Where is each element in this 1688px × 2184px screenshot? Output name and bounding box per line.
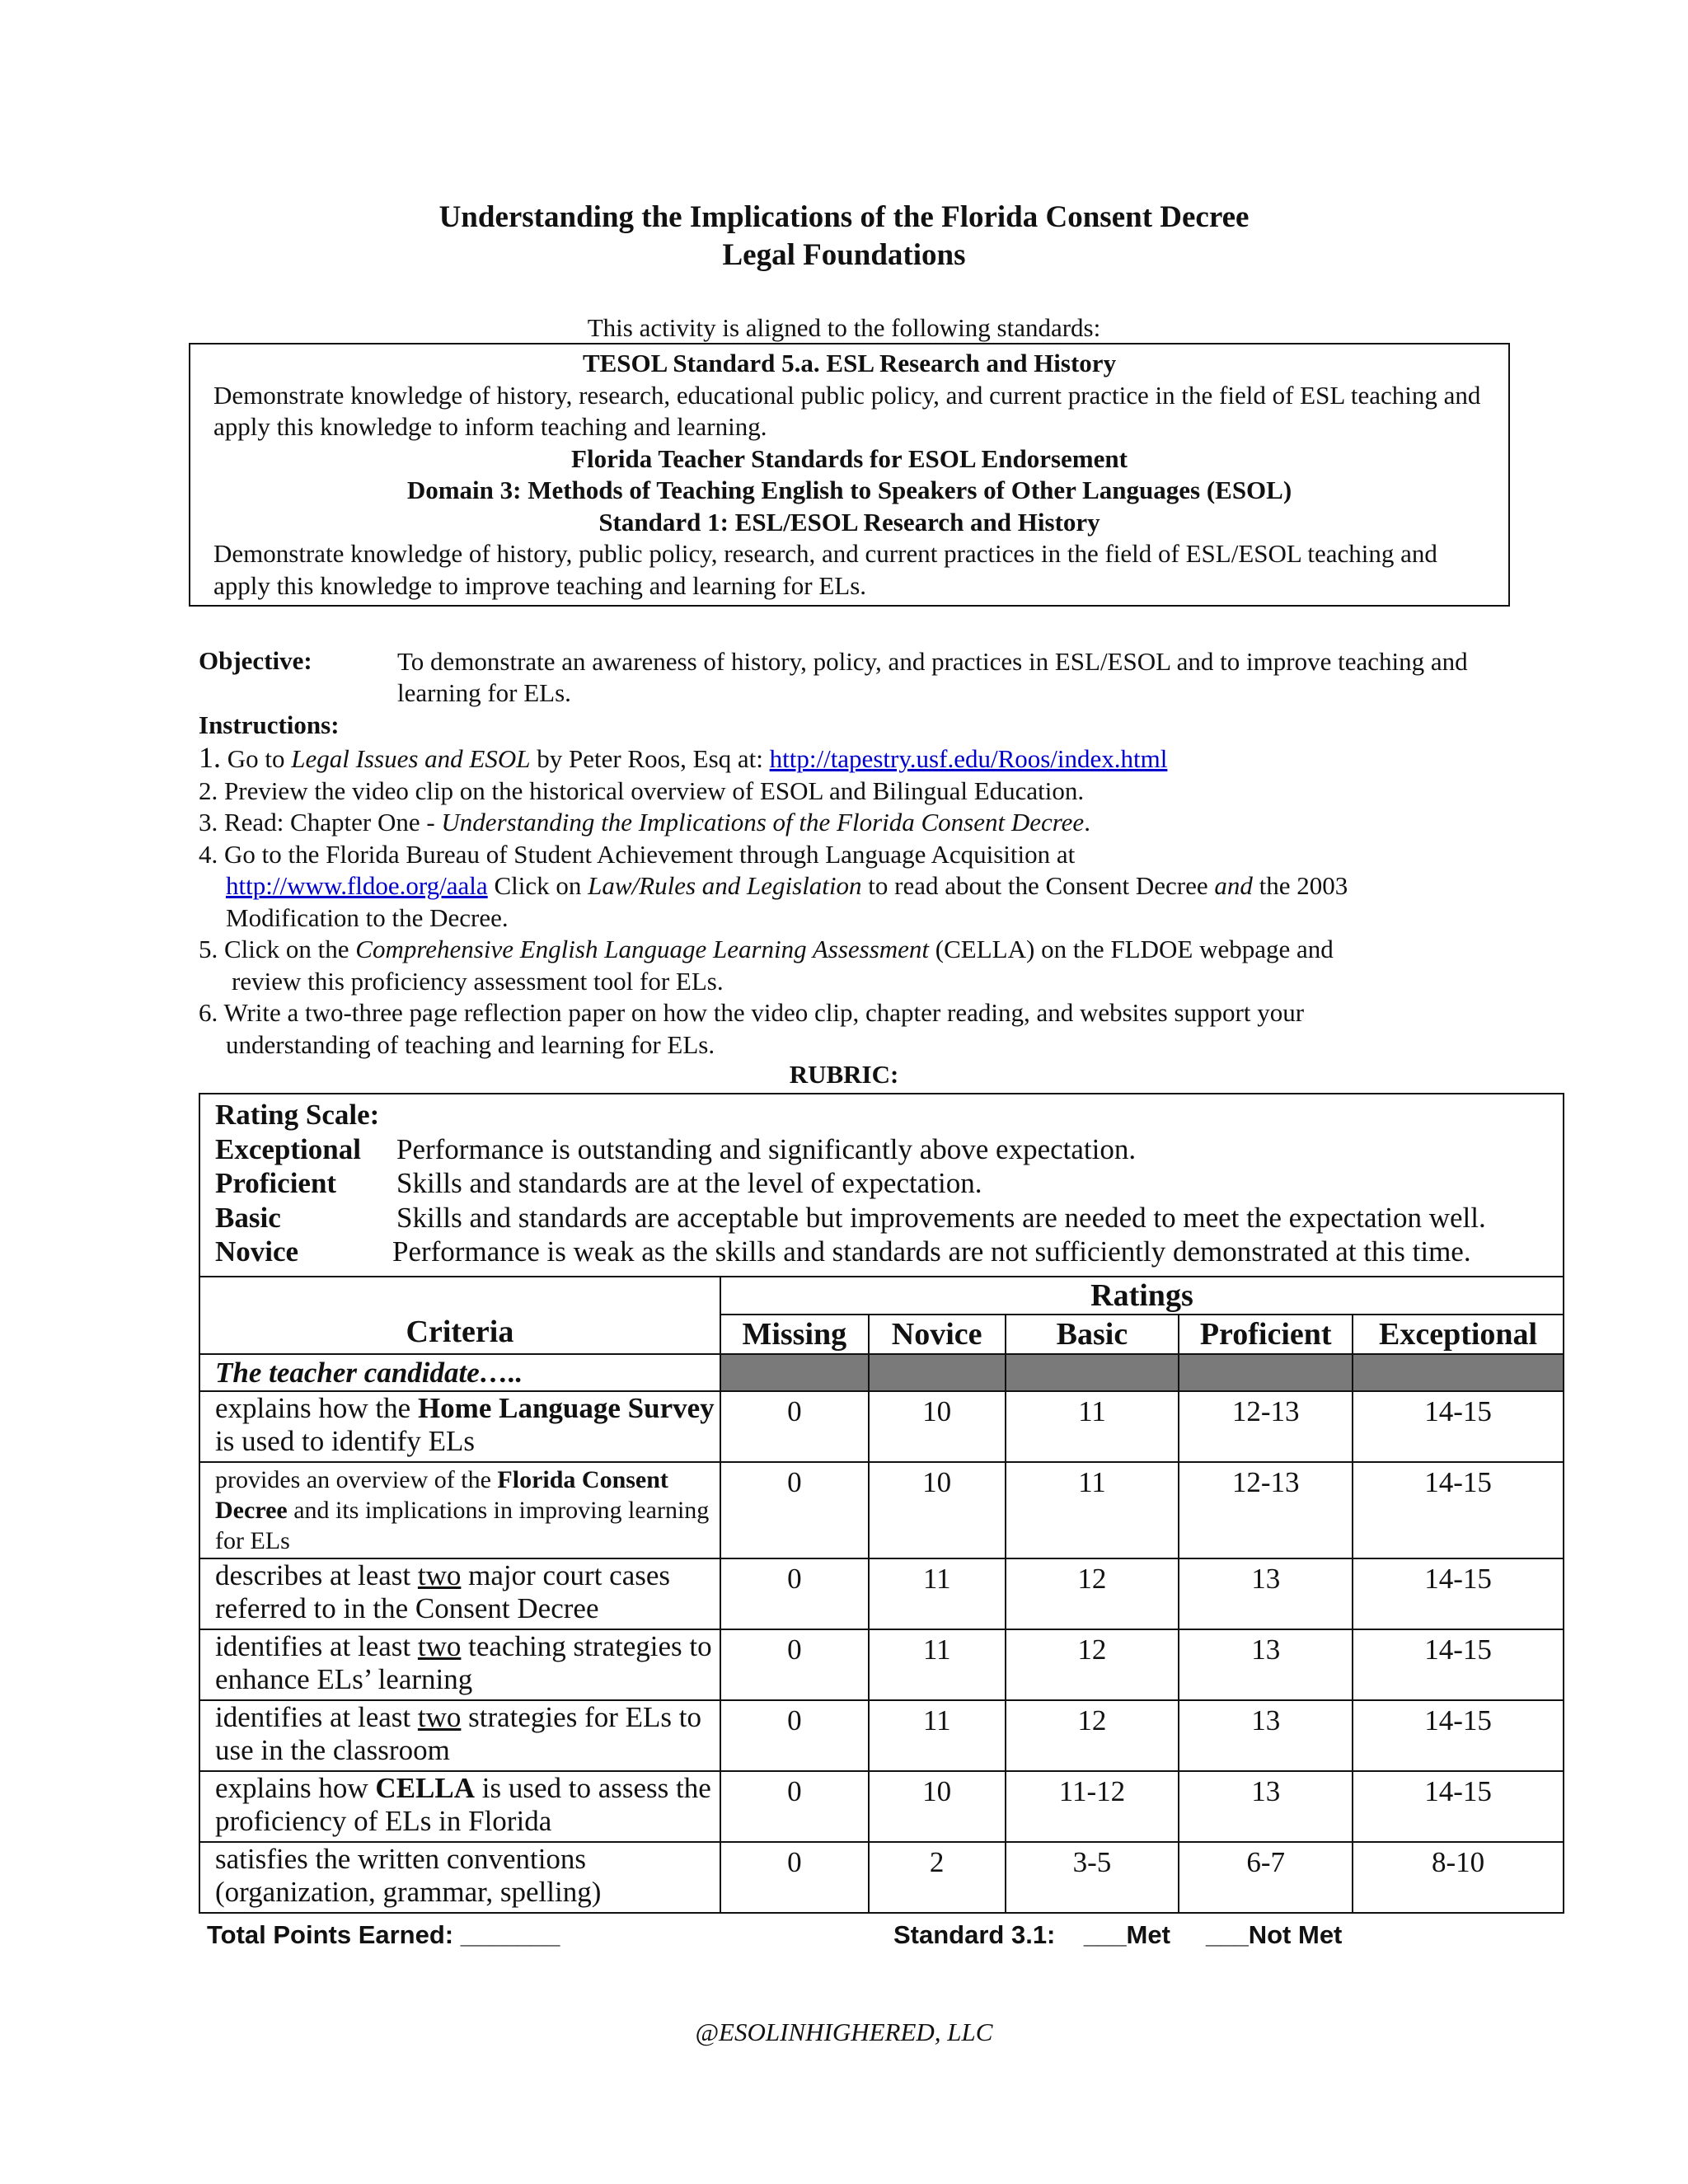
instruction-step-4-end: Modification to the Decree. <box>226 902 509 932</box>
rating-scale-heading: Rating Scale: <box>215 1099 380 1131</box>
score-novice: 10 <box>869 1391 1006 1462</box>
criterion-cell: explains how CELLA is used to assess the proficiency of ELs in Florida <box>199 1771 720 1842</box>
instruction-step-3: 3. Read: Chapter One - Understanding the Implications of the Florida Consent Decree. <box>199 808 1090 837</box>
score-basic: 12 <box>1006 1700 1179 1771</box>
column-header-basic: Basic <box>1006 1315 1179 1354</box>
criterion-cell: identifies at least two teaching strategies to enhance ELs’ learning <box>199 1629 720 1700</box>
copyright-footer: @ESOLINHIGHERED, LLC <box>695 2018 993 2046</box>
scale-row-proficient: Proficient Skills and standards are at the level of expectation. <box>215 1167 982 1199</box>
shaded-cell <box>1353 1354 1564 1391</box>
score-proficient: 12-13 <box>1179 1462 1353 1558</box>
shaded-cell <box>1006 1354 1179 1391</box>
score-basic: 3-5 <box>1006 1842 1179 1913</box>
column-header-missing: Missing <box>720 1315 869 1354</box>
criterion-cell: satisfies the written conventions (organization, grammar, spelling) <box>199 1842 720 1913</box>
standard-met-line: Standard 3.1: ___Met ___Not Met <box>893 1920 1343 1949</box>
score-proficient: 13 <box>1179 1700 1353 1771</box>
rating-scale-box <box>199 1093 1564 1277</box>
shaded-cell <box>869 1354 1006 1391</box>
criterion-cell: provides an overview of the Florida Consent Decree and its implications in improving learning for ELs <box>199 1462 720 1558</box>
instruction-step-2: 2. Preview the video clip on the historical overview of ESOL and Bilingual Education. <box>199 776 1085 805</box>
instructions-list <box>199 742 1501 1061</box>
score-proficient: 13 <box>1179 1629 1353 1700</box>
score-exceptional: 14-15 <box>1353 1558 1564 1629</box>
domain-heading: Domain 3: Methods of Teaching English to Speakers of Other Languages (ESOL) <box>406 476 1292 504</box>
score-basic: 11-12 <box>1006 1771 1179 1842</box>
score-basic: 11 <box>1006 1462 1179 1558</box>
table-row <box>199 1700 1564 1771</box>
score-novice: 11 <box>869 1629 1006 1700</box>
score-missing: 0 <box>720 1391 869 1462</box>
roos-link[interactable]: http://tapestry.usf.edu/Roos/index.html <box>769 744 1168 773</box>
instruction-step-5-cont: review this proficiency assessment tool for ELs. <box>232 966 724 996</box>
score-missing: 0 <box>720 1629 869 1700</box>
score-novice: 10 <box>869 1771 1006 1842</box>
score-novice: 10 <box>869 1462 1006 1558</box>
document-title: Understanding the Implications of the Florida Consent Decree <box>438 200 1250 234</box>
teacher-candidate-label: The teacher candidate….. <box>199 1354 720 1391</box>
score-proficient: 13 <box>1179 1771 1353 1842</box>
score-exceptional: 14-15 <box>1353 1700 1564 1771</box>
rubric-table <box>199 1276 1564 1914</box>
score-missing: 0 <box>720 1558 869 1629</box>
table-row <box>199 1558 1564 1629</box>
score-exceptional: 14-15 <box>1353 1462 1564 1558</box>
instruction-step-6: 6. Write a two-three page reflection paper on how the video clip, chapter reading, and websites support your <box>199 998 1305 1027</box>
score-missing: 0 <box>720 1700 869 1771</box>
standard1-heading: Standard 1: ESL/ESOL Research and History <box>598 507 1100 537</box>
instructions-label: Instructions: <box>199 710 340 739</box>
score-novice: 2 <box>869 1842 1006 1913</box>
scale-row-basic: Basic Skills and standards are acceptable but improvements are needed to meet the expectation well. <box>215 1201 1486 1234</box>
shaded-cell <box>720 1354 869 1391</box>
rubric-title: RUBRIC: <box>789 1060 899 1089</box>
score-exceptional: 14-15 <box>1353 1629 1564 1700</box>
florida-standards-heading: Florida Teacher Standards for ESOL Endorsement <box>571 443 1128 473</box>
scale-row-novice: Novice Performance is weak as the skills and standards are not sufficiently demonstrated at this time. <box>215 1235 1471 1268</box>
instruction-step-4: 4. Go to the Florida Bureau of Student Achievement through Language Acquisition at <box>199 839 1076 869</box>
tesol-standard-heading: TESOL Standard 5.a. ESL Research and History <box>582 349 1117 377</box>
score-basic: 11 <box>1006 1391 1179 1462</box>
instruction-step-4-cont: http://www.fldoe.org/aala Click on Law/Rules and Legislation to read about the Consent Decree and the 2003 <box>226 871 1348 900</box>
instruction-step-1: 1. Go to Legal Issues and ESOL by Peter Roos, Esq at: http://tapestry.usf.edu/Roos/index.html <box>199 741 1168 774</box>
ratings-header: Ratings <box>720 1277 1564 1315</box>
score-novice: 11 <box>869 1558 1006 1629</box>
standards-intro: This activity is aligned to the following standards: <box>587 313 1101 342</box>
total-points-earned: Total Points Earned: _______ <box>207 1920 560 1949</box>
objective-text: To demonstrate an awareness of history, policy, and practices in ESL/ESOL and to improve teaching and learning for ELs. <box>397 647 1468 707</box>
table-row <box>199 1462 1564 1558</box>
document-subtitle: Legal Foundations <box>722 238 966 272</box>
scale-row-exceptional: Exceptional Performance is outstanding and significantly above expectation. <box>215 1132 1137 1165</box>
fldoe-link[interactable]: http://www.fldoe.org/aala <box>226 871 488 900</box>
table-row <box>199 1629 1564 1700</box>
criteria-header: Criteria <box>199 1277 720 1354</box>
instruction-step-5: 5. Click on the Comprehensive English Language Learning Assessment (CELLA) on the FLDOE webpage and <box>199 935 1334 963</box>
criterion-cell: describes at least two major court cases referred to in the Consent Decree <box>199 1558 720 1629</box>
score-proficient: 13 <box>1179 1558 1353 1629</box>
score-proficient: 12-13 <box>1179 1391 1353 1462</box>
score-exceptional: 8-10 <box>1353 1842 1564 1913</box>
table-row <box>199 1842 1564 1913</box>
table-row <box>199 1771 1564 1842</box>
standard1-text: Demonstrate knowledge of history, public policy, research, and current practices in the field of ESL/ESOL teaching and apply this knowledge to improve teaching and learning for ELs. <box>213 539 1437 600</box>
score-missing: 0 <box>720 1842 869 1913</box>
score-basic: 12 <box>1006 1558 1179 1629</box>
instruction-step-6-cont: understanding of teaching and learning for ELs. <box>226 1029 715 1059</box>
criterion-cell: explains how the Home Language Survey is used to identify ELs <box>199 1391 720 1462</box>
score-proficient: 6-7 <box>1179 1842 1353 1913</box>
objective-label: Objective: <box>199 646 312 675</box>
shaded-cell <box>1179 1354 1353 1391</box>
column-header-exceptional: Exceptional <box>1353 1315 1564 1354</box>
score-novice: 11 <box>869 1700 1006 1771</box>
score-exceptional: 14-15 <box>1353 1771 1564 1842</box>
tesol-standard-text: Demonstrate knowledge of history, research, educational public policy, and current practice in the field of ESL teaching and apply this knowledge to inform teaching and learning. <box>213 380 1481 441</box>
score-exceptional: 14-15 <box>1353 1391 1564 1462</box>
score-missing: 0 <box>720 1462 869 1558</box>
score-missing: 0 <box>720 1771 869 1842</box>
standards-box <box>189 343 1510 607</box>
table-row <box>199 1391 1564 1462</box>
score-basic: 12 <box>1006 1629 1179 1700</box>
column-header-proficient: Proficient <box>1179 1315 1353 1354</box>
criterion-cell: identifies at least two strategies for ELs to use in the classroom <box>199 1700 720 1771</box>
column-header-novice: Novice <box>869 1315 1006 1354</box>
